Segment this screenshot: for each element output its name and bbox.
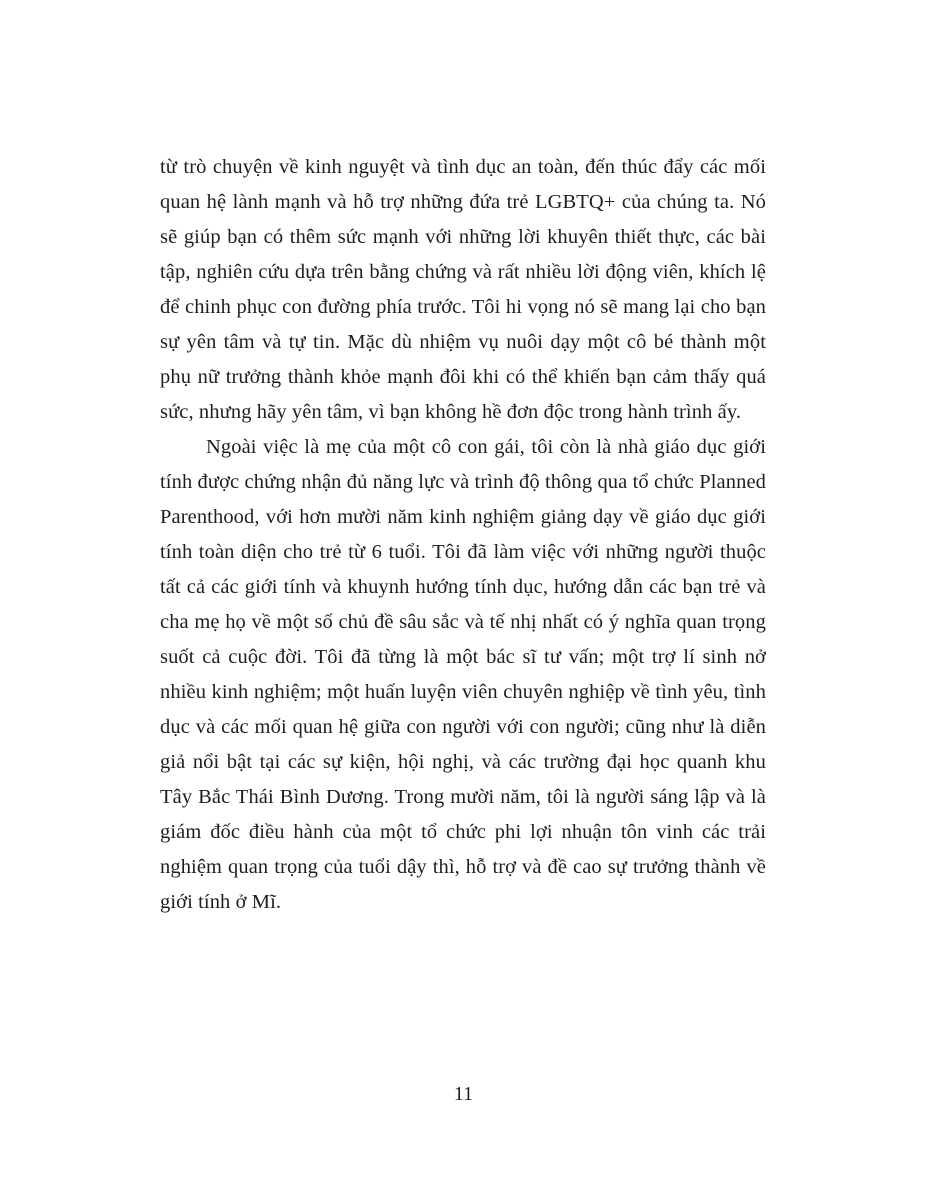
paragraph: từ trò chuyện về kinh nguyệt và tình dục an toàn, đến thúc đẩy các mối quan hệ lành mạnh và hỗ trợ những đứa trẻ LGBTQ+ của chúng ta. Nó sẽ giúp bạn có thêm sức mạnh với những lời khuyên thiết thực, các bài tập, nghiên cứu dựa trên bằng chứng và rất nhiều lời động viên, khích lệ để chinh phục con đường phía trước. Tôi hi vọng nó sẽ mang lại cho bạn sự yên tâm và tự tin. Mặc dù nhiệm vụ nuôi dạy một cô bé thành một phụ nữ trưởng thành khỏe mạnh đôi khi có thể khiến bạn cảm thấy quá sức, nhưng hãy yên tâm, vì bạn không hề đơn độc trong hành trình ấy. xyxy=(160,156,766,423)
page-number: 11 xyxy=(453,1083,474,1105)
paragraph: Ngoài việc là mẹ của một cô con gái, tôi còn là nhà giáo dục giới tính được chứng nhận đủ năng lực và trình độ thông qua tổ chức Planned Parenthood, với hơn mười năm kinh nghiệm giảng dạy về giáo dục giới tính toàn diện cho trẻ từ 6 tuổi. Tôi đã làm việc với những người thuộc tất cả các giới tính và khuynh hướng tính dục, hướng dẫn các bạn trẻ và cha mẹ họ về một số chủ đề sâu sắc và tế nhị nhất có ý nghĩa quan trọng suốt cả cuộc đời. Tôi đã từng là một bác sĩ tư vấn; một trợ lí sinh nở nhiều kinh nghiệm; một huấn luyện viên chuyên nghiệp về tình yêu, tình dục và các mối quan hệ giữa con người với con người; cũng như là diễn giả nổi bật tại các sự kiện, hội nghị, và các trường đại học quanh khu Tây Bắc Thái Bình Dương. Trong mười năm, tôi là người sáng lập và là giám đốc điều hành của một tổ chức phi lợi nhuận tôn vinh các trải nghiệm quan trọng của tuổi dậy thì, hỗ trợ và đề cao sự trưởng thành về giới tính ở Mĩ. xyxy=(160,436,766,913)
page-text xyxy=(160,150,766,920)
